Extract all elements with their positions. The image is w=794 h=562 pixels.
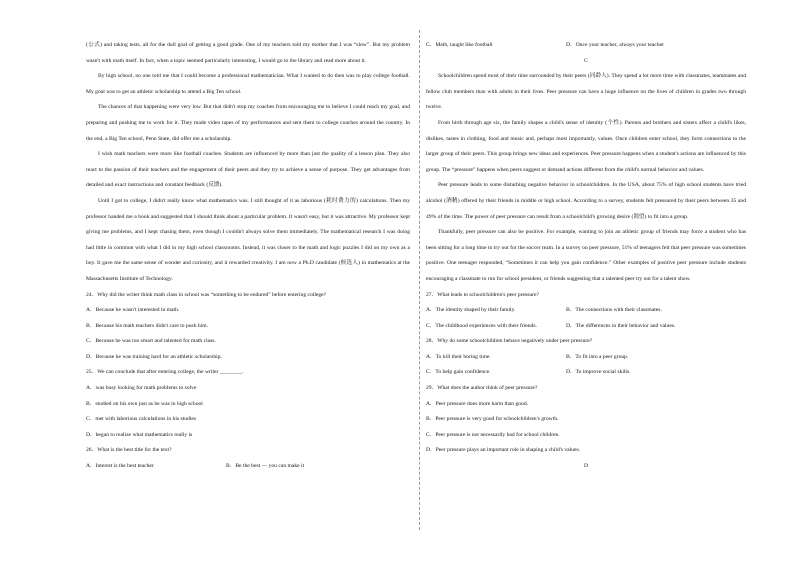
question-25-option-c: C．met with laborious calculations in his studies	[86, 416, 196, 423]
passage-paragraph: The chances of that happening were very low. But that didn't stop my coaches from encouraging me to believe I could reach my goal, and preparing and pushing me to work for it. They made video tapes of my performances and sent them to college coaches around the country. In the end, a Big Ten school, Penn State, did offer me a scholarship.	[86, 104, 410, 142]
question-24-stem: 24．Why did the writer think math class in school was “something to be endured” before entering college?	[86, 291, 327, 298]
question-27-option-d: D．The differences in their behavior and values.	[566, 322, 676, 329]
question-25-option-a: A．was busy looking for math problems to solve	[86, 385, 197, 392]
question-28-option-b: B．To fit into a peer group.	[566, 353, 629, 360]
passage-paragraph: (公式) and taking tests, all for the dull goal of getting a good grade. One of my teachers told my mother that I was “slow”. But my problem wasn't with math itself. In fact, when a topic seemed particularly interesting, I would go to the library and read more about it.	[86, 42, 410, 64]
question-28-options-row	[426, 365, 746, 381]
question-28-options-row	[426, 350, 746, 366]
passage-paragraph: Schoolchildren spend most of their time surrounded by their peers (同龄人). They spend a lot more time with classmates, teammates and fellow club members than with adults in their lives. Peer pressure can have a huge influence on the lives of children in grades two through twelve.	[426, 73, 746, 111]
passage-paragraph: By high school, no one told me that I could become a professional mathematician. What I wanted to do then was to play college football. My goal was to get an athletic scholarship to attend a Big Ten school.	[86, 73, 410, 95]
question-29-option-b: B．Peer pressure is very good for schoolchildren's growth.	[426, 416, 559, 423]
passage-paragraph: Thankfully, peer pressure can also be positive. For example, wanting to join an athletic group of friends may force a student who has been sitting for a long time to try out for the soccer team. In a survey on peer pressure, 51% of teenagers felt that peer pressure was sometimes positive. One teenager responded, “Sometimes it can help you gain confidence.” Other examples of positive peer pressure include students encouraging a classmate to run for school president, or friends suggesting that a talented peer try out for a talent show.	[426, 229, 746, 282]
question-26-option-c: C．Math, taught like football	[426, 42, 493, 48]
question-26-option-b: B．Be the best — you can make it	[226, 463, 305, 470]
question-26-option-d: D．Once your teacher, always your teacher	[566, 42, 664, 48]
question-27-option-c: C．The childhood experiences with their friends.	[426, 322, 537, 329]
question-28-option-d: D．To improve social skills.	[566, 369, 631, 376]
question-27-stem: 27．What leads to schoolchildren's peer pressure?	[426, 291, 540, 298]
passage-paragraph: Peer pressure leads to some disturbing negative behavior in schoolchildren. In the USA, about 75% of high school students have tried alcohol (酒精) offered by their friends in middle or high school. According to a survey, students felt pressured by their peers between 35 and 49% of the time. The power of peer pressure can result from a schoolchild's growing desire (渴望) to fit into a group.	[426, 182, 746, 220]
passage-paragraph: Until I got to college, I didn't really know what mathematics was. I still thought of it as laborious (耗时费力的) calculations. Then my professor handed me a book and suggested that I should think about a particular problem. It wasn't easy, but it was attractive. My professor kept giving me problems, and I kept chasing them, even though I couldn't always solve them immediately. The mathematical research I was doing had little in common with what I did in my high school classrooms. Instead, it was closer to the math and logic puzzles I did on my own as a boy. It gave me the same sense of wonder and curiosity, and it rewarded creativity. I am now a Ph.D candidate (候选人) in mathematics at the Massachusetts Institute of Technology.	[86, 197, 410, 282]
question-26-options-row	[86, 459, 410, 475]
question-25-option-b: B．studied on his own just as he was in high school	[86, 400, 203, 407]
question-24-option-b: B．Because his math teachers didn't care to push him.	[86, 322, 209, 329]
question-28-stem: 28．Why do some schoolchildren behave negatively under peer pressure?	[426, 338, 593, 345]
question-26-answer: C	[584, 57, 588, 64]
left-column	[86, 38, 410, 475]
passage-paragraph: From birth through age six, the family shapes a child's sense of identity (个性). Parents and brothers and sisters affect a child's likes, dislikes, tastes in clothing, food and music and, perhaps most importantly, values. Once children enter school, they form connections to the larger group of their peers. This group brings new ideas and experiences. Peer pressure happens when a student's actions are influenced by this group. The “pressure” happens when peers suggest or demand actions different from the child's normal behavior and values.	[426, 119, 746, 173]
question-26-options-row	[426, 38, 746, 54]
question-26-option-a: A．Interest is the best teacher	[86, 463, 154, 470]
column-divider	[419, 30, 420, 530]
question-29-stem: 29．What does the author think of peer pressure?	[426, 385, 538, 392]
question-29-option-a: A．Peer pressure does more harm than good.	[426, 400, 529, 407]
question-25-stem: 25．We can conclude that after entering college, the writer ________.	[86, 369, 244, 376]
question-29-option-c: C．Peer pressure is not necessarily bad for school children.	[426, 431, 560, 438]
passage-paragraph: I wish math teachers were more like football coaches. Students are influenced by more than just the quality of a lesson plan. They also react to the passion of their teachers and the engagement of their peers and they try to achieve a sense of purpose. They get advantages from detailed and exact instructions and constant feedback (反馈).	[86, 151, 410, 189]
question-26-stem: 26．What is the best title for the text?	[86, 447, 172, 454]
question-25-option-d: D．began to realize what mathematics really is	[86, 431, 193, 438]
question-24-option-d: D．Because he was training hard for an athletic scholarship.	[86, 353, 222, 360]
question-24-option-c: C．Because he was too smart and talented for math class.	[86, 338, 216, 345]
question-28-option-a: A．To kill their boring time.	[426, 353, 491, 360]
question-27-option-a: A．The identity shaped by their family.	[426, 307, 516, 314]
question-27-options-row	[426, 319, 746, 335]
question-29-answer: D	[583, 463, 589, 470]
right-column	[426, 38, 746, 475]
question-24-option-a: A．Because he wasn't interested in math.	[86, 307, 180, 314]
question-28-option-c: C．To help gain confidence.	[426, 369, 491, 376]
question-27-options-row	[426, 303, 746, 319]
question-27-option-b: B．The connections with their classmates.	[566, 307, 662, 314]
question-29-option-d: D．Peer pressure plays an important role in shaping a child's values.	[426, 447, 581, 454]
